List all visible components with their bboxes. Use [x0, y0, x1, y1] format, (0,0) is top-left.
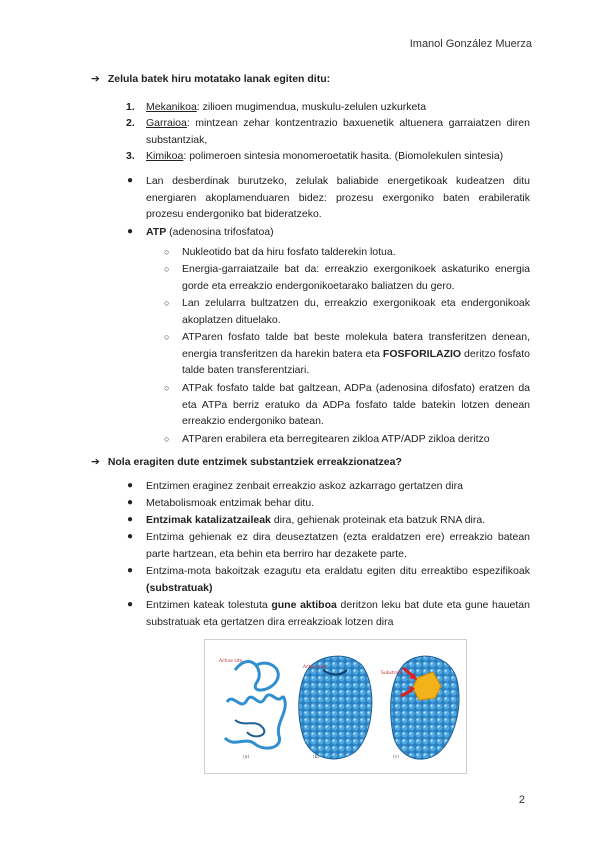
section2-title: Nola eragiten dute entzimek substantziek erreakzionatzea?	[107, 456, 402, 468]
enzyme-bullet	[146, 512, 530, 529]
bullet-circle-icon: ○	[164, 264, 170, 274]
enzyme-bullet-pre: Entzima-mota bakoitzak ezagutu eta eraldatu egiten ditu erreaktibo espezifikoak	[146, 565, 530, 577]
bullet-dot-icon: ●	[127, 531, 134, 542]
author-name: Imanol González Muerza	[409, 38, 532, 50]
catalyst-term: Entzimak katalizatzaileak	[146, 514, 271, 526]
enzyme-bullet	[146, 563, 530, 596]
enzyme-figure-svg	[205, 640, 466, 773]
enzyme-bullet: Entzimen eraginez zenbait erreakzio askoz azkarrago gertatzen dira	[146, 480, 463, 492]
enzyme-bullet	[146, 597, 530, 630]
panel-caption-a: (a)	[243, 755, 250, 760]
atp-item: ATPak fosfato talde bat galtzean, ADPa (adenosina difosfato) eratzen da eta ATPa berriz eratuko da ADPa fosfato talde batekin lotzen denean erreakzio endergoniko batean.	[182, 382, 530, 427]
bullet-circle-icon: ○	[164, 332, 170, 342]
panel-caption-c: (c)	[393, 755, 399, 760]
energy-coupling-text: Lan desberdinak burutzeko, zelulak baliabide energetikoak kudeatzen ditu energiaren akoplamenduaren bidez: prozesu exergoniko baten erabileratik prozesu endergoniko bat bideratzeko.	[146, 175, 530, 220]
atp-item: Nukleotido bat da hiru fosfato talderekin lotua.	[182, 246, 396, 258]
bullet-circle-icon: ○	[164, 434, 170, 444]
bullet-dot-icon: ●	[127, 226, 134, 237]
atp-item: Lan zelularra bultzatzen du, erreakzio exergonikoak eta endergonikoak akoplatzen dituelako.	[182, 297, 530, 326]
section1-title: Zelula batek hiru motatako lanak egiten ditu:	[107, 73, 331, 85]
work-type-term: Garraioa	[146, 117, 187, 129]
work-type-item	[146, 99, 530, 116]
work-type-number: 3.	[126, 150, 135, 162]
bullet-dot-icon: ●	[127, 175, 134, 186]
work-type-item	[146, 148, 530, 165]
atp-item: Energia-garraiatzaile bat da: erreakzio exergonikoek askaturiko energia gorde eta erreakzio endergonikoetarako baliatzen du gero.	[182, 263, 530, 292]
bullet-circle-icon: ○	[164, 383, 170, 393]
atp-term: ATP	[146, 226, 167, 238]
ribbon-turn	[235, 720, 264, 736]
bullet-dot-icon: ●	[127, 514, 134, 525]
work-type-number: 2.	[126, 117, 135, 129]
active-site-term: gune aktiboa	[271, 599, 337, 611]
enzyme-figure	[204, 639, 467, 774]
work-type-number: 1.	[126, 101, 135, 113]
section2-heading	[91, 456, 402, 468]
protein-surface-b	[299, 656, 372, 759]
work-type-rest: : mintzean zehar kontzentrazio baxuenetik altuenera garraiatzen diren substantziak,	[146, 117, 530, 146]
bullet-dot-icon: ●	[127, 565, 134, 576]
active-site-label-b: Active site	[303, 665, 327, 670]
ribbon-loop	[235, 662, 278, 691]
atp-item: ATParen erabilera eta berregitearen zikloa ATP/ADP zikloa deritzo	[182, 433, 490, 445]
bullet-dot-icon: ●	[127, 599, 134, 610]
work-type-item	[146, 115, 530, 148]
ribbon-helix	[227, 695, 283, 704]
enzyme-bullet-post: dira, gehienak proteinak eta batzuk RNA dira.	[270, 514, 486, 526]
enzyme-bullet: Metabolismoak entzimak behar ditu.	[146, 497, 315, 509]
ribbon-structure-panel	[225, 662, 285, 749]
phosphorylation-term: FOSFORILAZIO	[382, 347, 462, 360]
arrow-right-icon: ➔	[91, 73, 100, 85]
work-type-rest: : zilioen mugimendua, muskulu-zelulen uzkurketa	[196, 101, 427, 113]
substrate-term: (substratuak)	[146, 581, 213, 594]
enzyme-bullet-pre: Entzimen kateak tolestuta	[146, 599, 272, 611]
space-filling-panel-b	[299, 656, 372, 759]
enzyme-bullet-post: deritzon leku bat dute eta gune hauetan substratuak eta gertatzen dira erreakzioak lotzen dira	[146, 599, 530, 628]
atp-item-phosphorylation	[182, 329, 530, 379]
enzyme-bullet: Entzima gehienak ez dira deuseztatzen (ezta eraldatzen ere) erreakzio batean parte hartzean, eta behin eta berriro har dezakete parte.	[146, 531, 530, 560]
atp-item-post: deritzo fosfato talde baten transferentziari.	[182, 347, 531, 376]
work-type-rest: : polimeroen sintesia monomeroetatik hasita. (Biomolekulen sintesia)	[183, 150, 504, 162]
substrate-label-c: Substrate	[381, 671, 403, 676]
work-type-term: Mekanikoa	[146, 101, 197, 113]
work-type-term: Kimikoa	[146, 150, 184, 162]
page-number: 2	[518, 794, 525, 806]
ribbon-strand	[225, 696, 285, 748]
arrow-right-icon: ➔	[91, 456, 100, 468]
bullet-dot-icon: ●	[127, 497, 134, 508]
active-site-label-a: Active site	[219, 659, 243, 664]
section1-heading	[91, 73, 330, 85]
panel-caption-b: (b)	[313, 755, 320, 760]
bullet-circle-icon: ○	[164, 298, 170, 308]
atp-rest: (adenosina trifosfatoa)	[166, 226, 274, 238]
atp-heading	[146, 224, 530, 241]
bullet-circle-icon: ○	[164, 247, 170, 257]
atp-item-pre: ATParen fosfato talde bat beste molekula batera transferitzen denean, energia transferitzen da harekin batera eta	[182, 331, 530, 360]
bullet-dot-icon: ●	[127, 480, 134, 491]
